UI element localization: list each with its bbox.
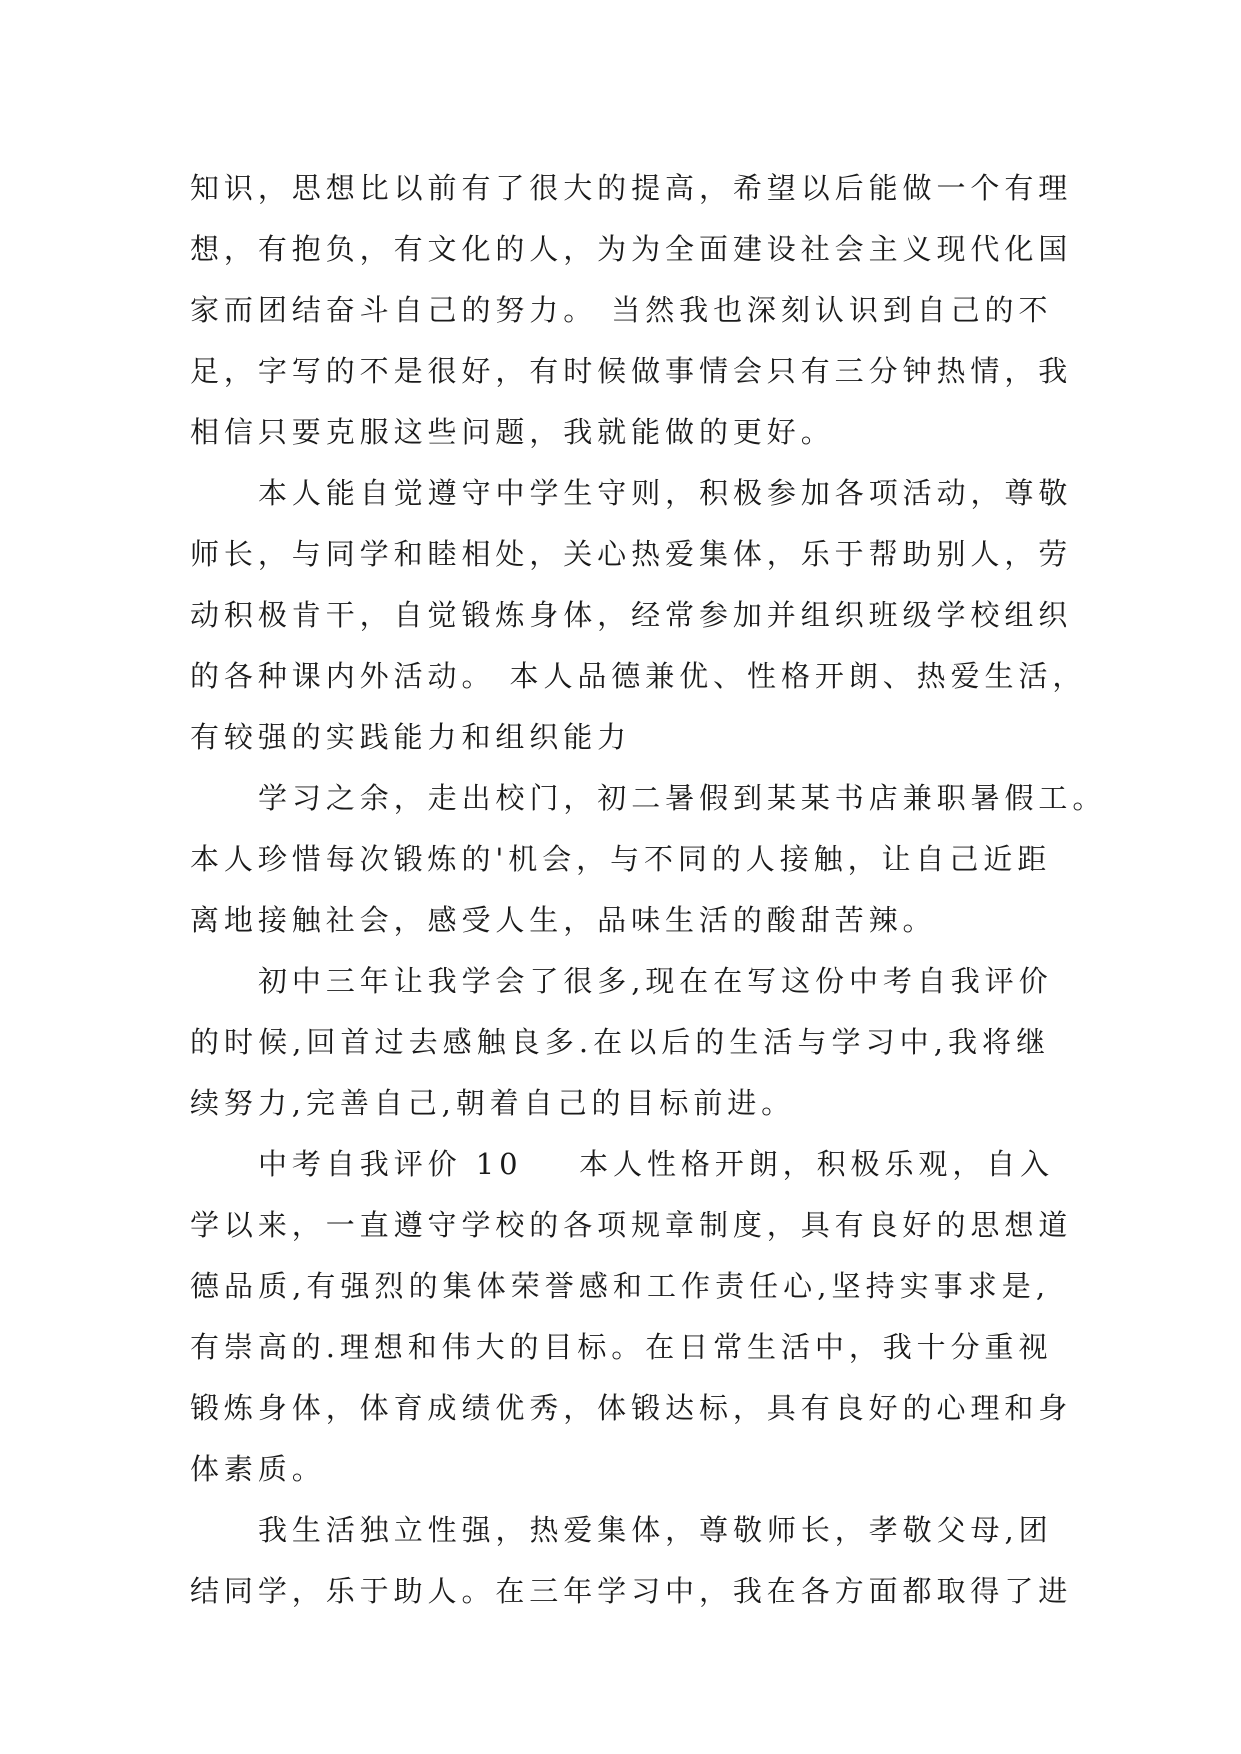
text-line: 相信只要克服这些问题，我就能做的更好。 xyxy=(190,415,835,449)
text-line: 动积极肯干，自觉锻炼身体，经常参加并组织班级学校组织 xyxy=(190,598,1073,632)
text-line: 结同学，乐于助人。在三年学习中，我在各方面都取得了进 xyxy=(190,1574,1073,1608)
paragraph xyxy=(190,1134,1073,1500)
text-line: 初中三年让我学会了很多,现在在写这份中考自我评价 xyxy=(258,964,1053,998)
text-line: 离地接触社会，感受人生，品味生活的酸甜苦辣。 xyxy=(190,903,937,937)
text-line: 本人能自觉遵守中学生守则，积极参加各项活动，尊敬 xyxy=(258,476,1073,510)
text-line: 师长，与同学和睦相处，关心热爱集体，乐于帮助别人，劳 xyxy=(190,537,1073,571)
text-line: 续努力,完善自己,朝着自己的目标前进。 xyxy=(190,1086,796,1120)
text-line: 有崇高的.理想和伟大的目标。在日常生活中，我十分重视 xyxy=(190,1330,1053,1364)
text-line: 德品质,有强烈的集体荣誉感和工作责任心,坚持实事求是, xyxy=(190,1269,1050,1303)
text-line: 中考自我评价 10 本人性格开朗，积极乐观，自入 xyxy=(258,1147,1055,1181)
text-line: 本人珍惜每次锻炼的'机会，与不同的人接触，让自己近距 xyxy=(190,842,1052,876)
paragraph xyxy=(190,463,1087,768)
text-line: 锻炼身体，体育成绩优秀，体锻达标，具有良好的心理和身 xyxy=(190,1391,1073,1425)
document-body xyxy=(190,158,1107,1622)
text-line: 想，有抱负，有文化的人，为为全面建设社会主义现代化国 xyxy=(190,232,1073,266)
text-line: 体素质。 xyxy=(190,1452,326,1486)
paragraph xyxy=(190,158,1073,463)
text-line: 有较强的实践能力和组织能力 xyxy=(190,720,632,754)
text-line: 的各种课内外活动。 本人品德兼优、性格开朗、热爱生活， xyxy=(190,659,1087,693)
text-line: 学习之余，走出校门，初二暑假到某某书店兼职暑假工。 xyxy=(258,781,1107,815)
paragraph xyxy=(190,951,1053,1134)
paragraph xyxy=(190,1500,1073,1622)
text-line: 学以来，一直遵守学校的各项规章制度，具有良好的思想道 xyxy=(190,1208,1073,1242)
text-line: 足，字写的不是很好，有时候做事情会只有三分钟热情，我 xyxy=(190,354,1073,388)
text-line: 的时候,回首过去感触良多.在以后的生活与学习中,我将继 xyxy=(190,1025,1050,1059)
text-line: 知识，思想比以前有了很大的提高，希望以后能做一个有理 xyxy=(190,171,1073,205)
text-line: 我生活独立性强，热爱集体，尊敬师长，孝敬父母,团 xyxy=(258,1513,1053,1547)
paragraph xyxy=(190,768,1107,951)
text-line: 家而团结奋斗自己的努力。 当然我也深刻认识到自己的不 xyxy=(190,293,1053,327)
